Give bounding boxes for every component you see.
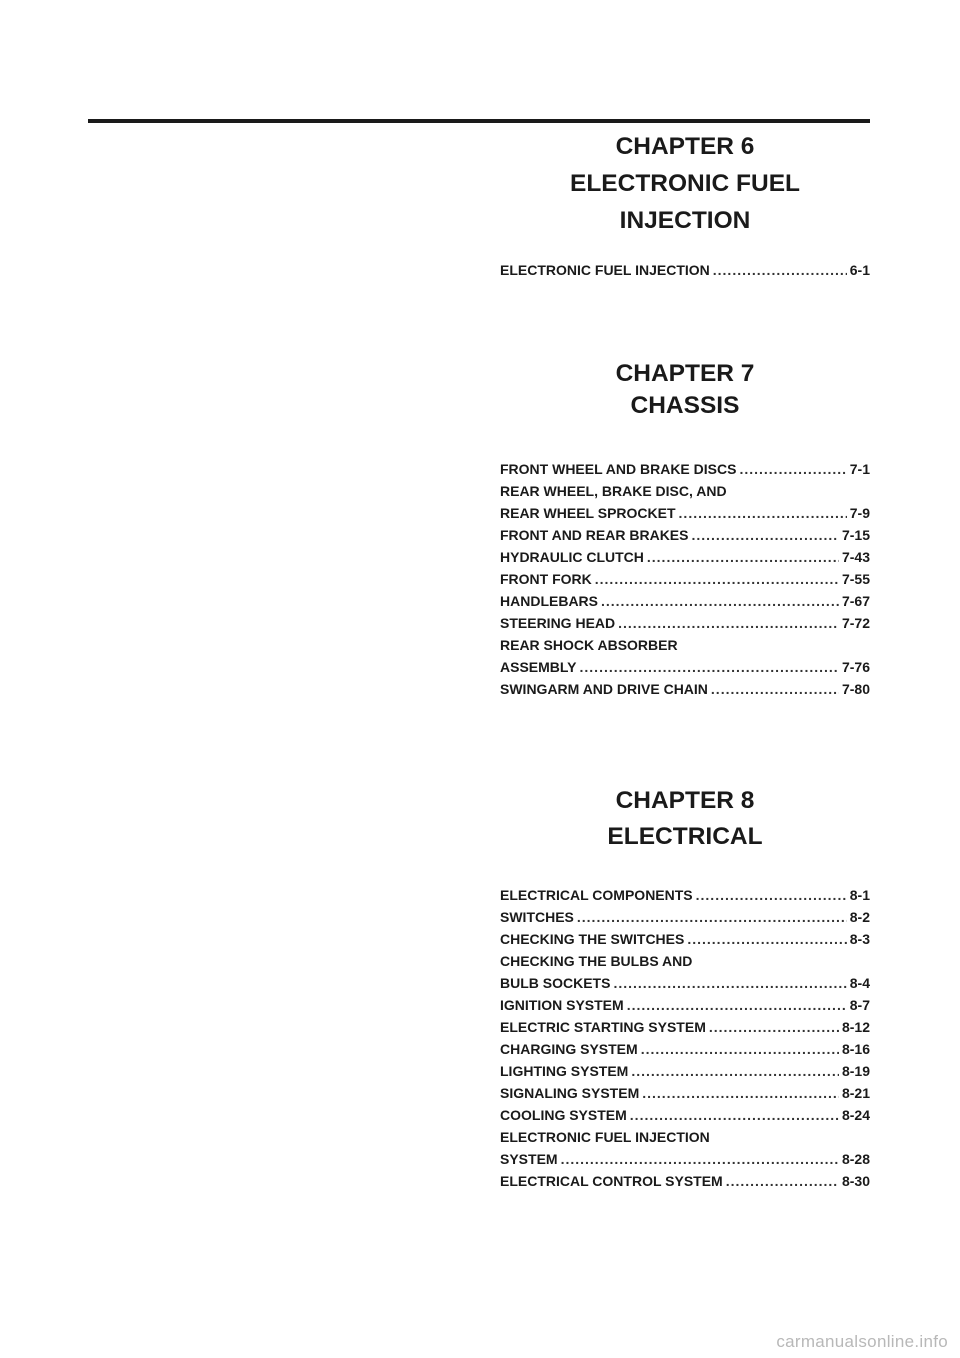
toc-title: HYDRAULIC CLUTCH (500, 549, 644, 565)
toc-page: 8-3 (849, 931, 870, 947)
toc-page: 7-15 (841, 527, 870, 543)
toc-leader (647, 546, 839, 568)
toc-title: CHECKING THE SWITCHES (500, 931, 685, 947)
toc-entry[interactable] (500, 1082, 870, 1104)
toc-entry[interactable] (500, 972, 870, 994)
chapter-heading (500, 128, 870, 239)
toc-page: 7-9 (849, 505, 870, 521)
toc-leader (561, 1148, 839, 1170)
toc-entry[interactable] (500, 458, 870, 480)
toc-title: SYSTEM (500, 1151, 558, 1167)
toc-leader (679, 502, 847, 524)
toc-page: 8-30 (841, 1173, 870, 1189)
chapter-number: CHAPTER 6 (615, 133, 755, 160)
toc-title: ELECTRONIC FUEL INJECTION (500, 1129, 710, 1145)
toc-leader (709, 1016, 839, 1038)
toc-leader (711, 678, 839, 700)
chapter-heading (500, 783, 870, 855)
chapter-title-line: INJECTION (619, 207, 751, 234)
chapter-title-line: ELECTRICAL (607, 823, 763, 850)
toc-leader (613, 972, 846, 994)
toc-page: 8-7 (849, 997, 870, 1013)
toc-entry[interactable] (500, 480, 870, 502)
toc-title: LIGHTING SYSTEM (500, 1063, 629, 1079)
toc-title: ASSEMBLY (500, 659, 577, 675)
toc-entry[interactable] (500, 1060, 870, 1082)
toc-page: 7-1 (849, 461, 870, 477)
toc-entry[interactable] (500, 928, 870, 950)
toc-entry[interactable] (500, 612, 870, 634)
toc-leader (642, 1082, 839, 1104)
watermark-text: carmanualsonline.info (776, 1332, 948, 1351)
toc-page: 8-16 (841, 1041, 870, 1057)
toc-title: ELECTRONIC FUEL INJECTION (500, 262, 710, 278)
toc-title: ELECTRIC STARTING SYSTEM (500, 1019, 706, 1035)
toc-page: 7-80 (841, 681, 870, 697)
toc-title: ELECTRICAL CONTROL SYSTEM (500, 1173, 723, 1189)
toc-entry[interactable] (500, 906, 870, 928)
toc-title: SWINGARM AND DRIVE CHAIN (500, 681, 708, 697)
toc-leader (627, 994, 847, 1016)
chapter-number: CHAPTER 7 (615, 360, 755, 387)
toc-title: BULB SOCKETS (500, 975, 611, 991)
toc-page: 8-4 (849, 975, 870, 991)
toc-title: COOLING SYSTEM (500, 1107, 627, 1123)
toc-entry[interactable] (500, 590, 870, 612)
toc-leader (687, 928, 846, 950)
toc-entry[interactable] (500, 1126, 870, 1148)
toc-leader (618, 612, 839, 634)
toc-title: REAR SHOCK ABSORBER (500, 637, 678, 653)
toc-page: 7-76 (841, 659, 870, 675)
toc-leader (726, 1170, 839, 1192)
toc-leader (631, 1060, 839, 1082)
toc-leader (739, 458, 846, 480)
toc-page: 8-21 (841, 1085, 870, 1101)
toc-leader (580, 656, 839, 678)
toc-entry[interactable] (500, 502, 870, 524)
chapter-8-section (500, 783, 870, 1192)
chapter-title-line: CHASSIS (630, 392, 740, 419)
toc-page: 8-2 (849, 909, 870, 925)
chapter-heading (500, 358, 870, 422)
toc-title: ELECTRICAL COMPONENTS (500, 887, 693, 903)
toc-title: CHECKING THE BULBS AND (500, 953, 693, 969)
toc-entry[interactable] (500, 1148, 870, 1170)
toc-title: IGNITION SYSTEM (500, 997, 624, 1013)
toc-leader (641, 1038, 839, 1060)
toc-page: 7-55 (841, 571, 870, 587)
toc-title: FRONT WHEEL AND BRAKE DISCS (500, 461, 737, 477)
toc-list (500, 884, 870, 1192)
toc-entry[interactable] (500, 259, 870, 281)
toc-title: SWITCHES (500, 909, 574, 925)
toc-page: 6-1 (849, 262, 870, 278)
toc-title: FRONT AND REAR BRAKES (500, 527, 689, 543)
toc-leader (577, 906, 847, 928)
toc-leader (713, 259, 847, 281)
toc-entry[interactable] (500, 568, 870, 590)
toc-list (500, 259, 870, 281)
toc-page: 8-12 (841, 1019, 870, 1035)
toc-title: STEERING HEAD (500, 615, 616, 631)
toc-entry[interactable] (500, 994, 870, 1016)
toc-page: 7-72 (841, 615, 870, 631)
chapter-7-section (500, 358, 870, 700)
toc-entry[interactable] (500, 656, 870, 678)
toc-title: FRONT FORK (500, 571, 592, 587)
toc-title: HANDLEBARS (500, 593, 598, 609)
toc-title: REAR WHEEL, BRAKE DISC, AND (500, 483, 727, 499)
toc-entry[interactable] (500, 1104, 870, 1126)
toc-leader (630, 1104, 839, 1126)
toc-page: 8-24 (841, 1107, 870, 1123)
toc-entry[interactable] (500, 950, 870, 972)
toc-title: SIGNALING SYSTEM (500, 1085, 640, 1101)
toc-page: 7-67 (841, 593, 870, 609)
toc-entry[interactable] (500, 1016, 870, 1038)
toc-list (500, 458, 870, 700)
toc-title: CHARGING SYSTEM (500, 1041, 638, 1057)
toc-page: 8-28 (841, 1151, 870, 1167)
toc-leader (691, 524, 838, 546)
toc-page: 8-19 (841, 1063, 870, 1079)
toc-entry[interactable] (500, 546, 870, 568)
chapter-title-line: ELECTRONIC FUEL (569, 170, 801, 197)
toc-leader (595, 568, 839, 590)
toc-leader (696, 884, 847, 906)
top-rule (88, 119, 870, 123)
toc-page: 8-1 (849, 887, 870, 903)
toc-entry[interactable] (500, 678, 870, 700)
chapter-number: CHAPTER 8 (615, 787, 755, 814)
toc-leader (601, 590, 839, 612)
toc-title: REAR WHEEL SPROCKET (500, 505, 676, 521)
toc-entry[interactable] (500, 524, 870, 546)
toc-entry[interactable] (500, 634, 870, 656)
chapter-6-section (500, 128, 870, 281)
toc-entry[interactable] (500, 1170, 870, 1192)
toc-entry[interactable] (500, 884, 870, 906)
toc-entry[interactable] (500, 1038, 870, 1060)
toc-page: 7-43 (841, 549, 870, 565)
